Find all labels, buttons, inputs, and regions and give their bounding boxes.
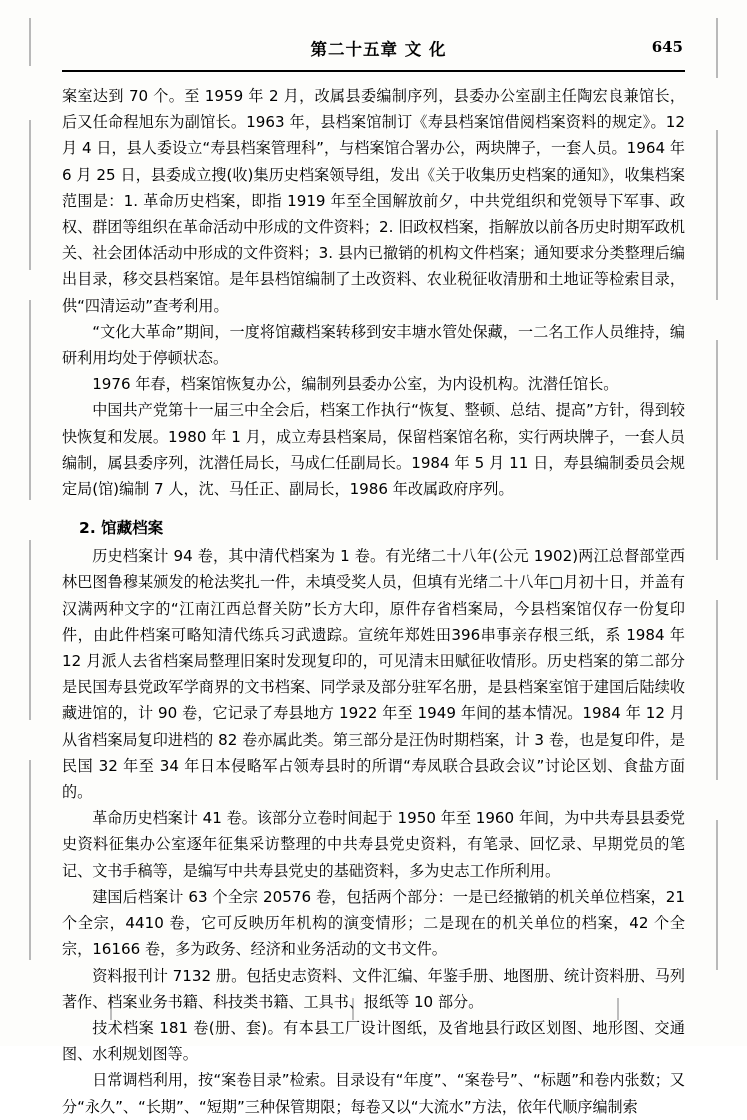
page-header [62,30,685,64]
paragraph: 中国共产党第十一届三中全会后，档案工作执行“恢复、整顿、总结、提高”方针，得到较快恢复和发展。1980 年 1 月，成立寿县档案局，保留档案馆名称，实行两块牌子，一套人员编制，属县委序列，沈潜任局长，马成仁任副局长。1984 年 5 月 11 日，寿县编制委员会规定局(馆)编制 7 人，沈、马任正、副局长，1986 年改属政府序列。 [62,401,685,499]
header-divider [62,70,685,72]
scan-edge-mark [29,120,31,270]
paragraph: 1976 年春，档案馆恢复办公，编制列县委办公室，为内设机构。沈潜任馆长。 [92,375,619,394]
scan-edge-mark [716,600,718,780]
paragraph: 历史档案计 94 卷，其中清代档案为 1 卷。有光绪二十八年(公元 1902)两江总督部堂西林巴图鲁穆某颁发的枪法奖扎一件，未填受奖人员，但填有光绪二十八年□月初十日，并盖有汉满两种文字的“江南江西总督关防”长方大印，原件存省档案局，今县档案馆仅存一份复印件，由此件档案可略知清代练兵习武遗踪。宣统年郑姓田396串事亲存根三纸，系 1984 年 12 月派人去省档案局整理旧案时发现复印的，可见清末田赋征收情形。历史档案的第二部分是民国寿县党政军学商界的文书档案、同学录及部分驻军名册，是县档案室馆于建国后陆续收藏进馆的，计 90 卷，它记录了寿县地方 1922 年至 1949 年间的基本情况。1984 年 12 月从省档案局复印进档的 82 卷亦属此类。第三部分是汪伪时期档案，计 3 卷，也是复印件，是民国 32 年至 34 年日本侵略军占领寿县时的所谓“寿凤联合县政会议”讨论区划、食盐方面的。 [62,547,685,802]
scan-edge-mark [716,130,718,300]
page-number: 645 [651,38,683,56]
scan-edge-mark [716,18,718,78]
paragraph: 案室达到 70 个。至 1959 年 2 月，改属县委编制序列，县委办公室副主任陶宏良兼馆长，后又任命程旭东为副馆长。1963 年，县档案馆制订《寿县档案馆借阅档案资料的规定》。12 月 4 日，县人委设立“寿县档案管理科”，与档案馆合署办公，两块牌子，一套人员。1964 年 6 月 25 日，县委成立搜(收)集历史档案领导组，发出《关于收集历史档案的通知》，收集档案范围是：1. 革命历史档案，即指 1919 年至全国解放前夕，中共党组织和党领导下军事、政权、群团等组织在革命活动中形成的文件资料；2. 旧政权档案，指解放以前各历史时期军政机关、社会团体活动中形成的文件资料；3. 县内已撤销的机构文件档案；通知要求分类整理后编出目录，移交县档案馆。是年县档馆编制了土改资料、农业税征收清册和土地证等检索目录，供“四清运动”查考利用。 [62,87,685,315]
paragraph: 技术档案 181 卷(册、套)。有本县工厂设计图纸，及省地县行政区划图、地形图、交通图、水利规划图等。 [62,1018,685,1064]
paragraph: 建国后档案计 63 个全宗 20576 卷，包括两个部分：一是已经撤销的机关单位档案，21 个全宗，4410 卷，它可反映历年机构的演变情形；二是现在的机关单位的档案，42 个全宗，16166 卷，多为政务、经济和业务活动的文书文件。 [62,887,685,959]
scan-edge-mark [29,300,31,500]
paragraph: 革命历史档案计 41 卷。该部分立卷时间起于 1950 年至 1960 年间，为中共寿县县委党史资料征集办公室逐年征集采访整理的中共寿县党史资料，有笔录、回忆录、早期党员的笔记、文书手稿等，是编写中共寿县党史的基础资料，多为史志工作所利用。 [62,809,685,880]
chapter-title: 第二十五章 文 化 [310,40,447,59]
scan-edge-mark [29,18,31,66]
paragraph: 日常调档利用，按“案卷目录”检索。目录设有“年度”、“案卷号”、“标题”和卷内张数；又分“永久”、“长期”、“短期”三种保管期限；每卷又以“大流水”方法，依年代顺序编制索 [62,1071,685,1116]
scan-edge-mark [716,340,718,560]
scan-edge-mark [29,760,31,960]
paragraph: 资料报刊计 7132 册。包括史志资料、文件汇编、年鉴手册、地图册、统计资料册、马列著作、档案业务书籍、科技类书籍、工具书、报纸等 10 部分。 [62,966,685,1011]
body-text-block [62,83,685,1120]
section-heading: 2. 馆藏档案 [79,519,164,538]
paragraph: “文化大革命”期间，一度将馆藏档案转移到安丰塘水管处保藏，一二名工作人员维持，编研利用均处于停顿状态。 [62,322,685,368]
scan-edge-mark [29,540,31,720]
page-content [62,30,685,1120]
scan-edge-mark [716,820,718,970]
